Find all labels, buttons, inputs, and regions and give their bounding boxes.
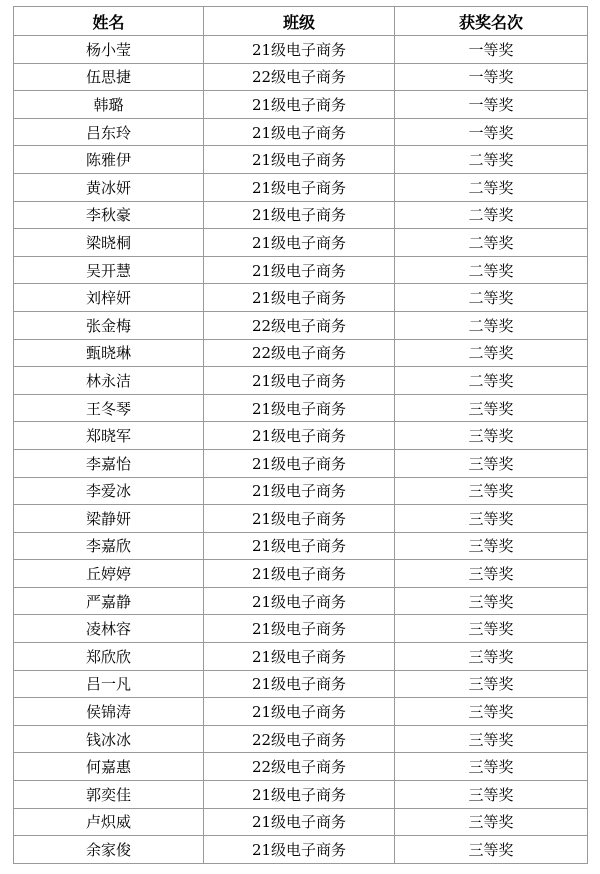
cell-class: 21级电子商务 bbox=[204, 91, 395, 119]
cell-class: 21级电子商务 bbox=[204, 560, 395, 588]
table-row bbox=[14, 118, 588, 146]
cell-class: 21级电子商务 bbox=[204, 173, 395, 201]
cell-class: 21级电子商务 bbox=[204, 229, 395, 257]
cell-name: 郭奕佳 bbox=[14, 781, 204, 809]
cell-name: 凌林容 bbox=[14, 615, 204, 643]
cell-class: 22级电子商务 bbox=[204, 339, 395, 367]
table-row bbox=[14, 808, 588, 836]
cell-class: 21级电子商务 bbox=[204, 477, 395, 505]
table-header bbox=[14, 7, 588, 36]
cell-award: 二等奖 bbox=[395, 256, 588, 284]
cell-award: 三等奖 bbox=[395, 394, 588, 422]
cell-class: 21级电子商务 bbox=[204, 367, 395, 395]
cell-award: 三等奖 bbox=[395, 670, 588, 698]
cell-class: 22级电子商务 bbox=[204, 725, 395, 753]
table-row bbox=[14, 201, 588, 229]
cell-name: 李嘉怡 bbox=[14, 449, 204, 477]
cell-class: 21级电子商务 bbox=[204, 532, 395, 560]
cell-name: 张金梅 bbox=[14, 311, 204, 339]
cell-class: 21级电子商务 bbox=[204, 615, 395, 643]
cell-name: 严嘉静 bbox=[14, 587, 204, 615]
cell-class: 22级电子商务 bbox=[204, 753, 395, 781]
table-row bbox=[14, 698, 588, 726]
cell-name: 王冬琴 bbox=[14, 394, 204, 422]
cell-award: 一等奖 bbox=[395, 91, 588, 119]
cell-class: 21级电子商务 bbox=[204, 643, 395, 671]
header-row bbox=[14, 7, 588, 36]
cell-award: 一等奖 bbox=[395, 118, 588, 146]
cell-award: 二等奖 bbox=[395, 367, 588, 395]
cell-award: 三等奖 bbox=[395, 477, 588, 505]
cell-class: 21级电子商务 bbox=[204, 505, 395, 533]
table-row bbox=[14, 311, 588, 339]
cell-award: 三等奖 bbox=[395, 643, 588, 671]
table-row bbox=[14, 836, 588, 864]
cell-award: 三等奖 bbox=[395, 725, 588, 753]
cell-name: 李爱冰 bbox=[14, 477, 204, 505]
cell-class: 21级电子商务 bbox=[204, 422, 395, 450]
header-award: 获奖名次 bbox=[395, 7, 588, 36]
table-row bbox=[14, 173, 588, 201]
table-row bbox=[14, 587, 588, 615]
cell-class: 21级电子商务 bbox=[204, 394, 395, 422]
table-row bbox=[14, 781, 588, 809]
table-row bbox=[14, 532, 588, 560]
table-row bbox=[14, 615, 588, 643]
cell-award: 二等奖 bbox=[395, 229, 588, 257]
table-row bbox=[14, 505, 588, 533]
table-row bbox=[14, 36, 588, 64]
cell-award: 三等奖 bbox=[395, 781, 588, 809]
table-row bbox=[14, 449, 588, 477]
cell-name: 何嘉惠 bbox=[14, 753, 204, 781]
cell-name: 吕东玲 bbox=[14, 118, 204, 146]
cell-award: 三等奖 bbox=[395, 560, 588, 588]
cell-award: 二等奖 bbox=[395, 201, 588, 229]
cell-name: 吴开慧 bbox=[14, 256, 204, 284]
cell-award: 一等奖 bbox=[395, 63, 588, 91]
table-row bbox=[14, 643, 588, 671]
table-row bbox=[14, 477, 588, 505]
cell-name: 李秋豪 bbox=[14, 201, 204, 229]
cell-class: 22级电子商务 bbox=[204, 63, 395, 91]
cell-name: 丘婷婷 bbox=[14, 560, 204, 588]
cell-award: 二等奖 bbox=[395, 146, 588, 174]
cell-award: 三等奖 bbox=[395, 753, 588, 781]
cell-award: 二等奖 bbox=[395, 284, 588, 312]
award-list-table bbox=[13, 6, 588, 864]
cell-award: 二等奖 bbox=[395, 339, 588, 367]
cell-name: 余家俊 bbox=[14, 836, 204, 864]
cell-award: 三等奖 bbox=[395, 615, 588, 643]
header-class: 班级 bbox=[204, 7, 395, 36]
cell-class: 21级电子商务 bbox=[204, 836, 395, 864]
cell-class: 21级电子商务 bbox=[204, 118, 395, 146]
cell-award: 三等奖 bbox=[395, 422, 588, 450]
cell-name: 杨小莹 bbox=[14, 36, 204, 64]
cell-name: 黄冰妍 bbox=[14, 173, 204, 201]
cell-class: 21级电子商务 bbox=[204, 256, 395, 284]
cell-name: 郑欣欣 bbox=[14, 643, 204, 671]
cell-name: 吕一凡 bbox=[14, 670, 204, 698]
cell-award: 三等奖 bbox=[395, 836, 588, 864]
cell-class: 21级电子商务 bbox=[204, 781, 395, 809]
cell-award: 三等奖 bbox=[395, 532, 588, 560]
table-row bbox=[14, 725, 588, 753]
table-row bbox=[14, 367, 588, 395]
cell-class: 21级电子商务 bbox=[204, 587, 395, 615]
header-name: 姓名 bbox=[14, 7, 204, 36]
cell-name: 侯锦涛 bbox=[14, 698, 204, 726]
cell-class: 21级电子商务 bbox=[204, 201, 395, 229]
cell-class: 21级电子商务 bbox=[204, 449, 395, 477]
table-row bbox=[14, 422, 588, 450]
table-row bbox=[14, 229, 588, 257]
cell-award: 二等奖 bbox=[395, 311, 588, 339]
cell-name: 钱冰冰 bbox=[14, 725, 204, 753]
cell-name: 卢炽威 bbox=[14, 808, 204, 836]
table-row bbox=[14, 63, 588, 91]
cell-name: 陈雅伊 bbox=[14, 146, 204, 174]
table-row bbox=[14, 753, 588, 781]
cell-class: 21级电子商务 bbox=[204, 670, 395, 698]
cell-name: 梁静妍 bbox=[14, 505, 204, 533]
table-row bbox=[14, 670, 588, 698]
cell-class: 21级电子商务 bbox=[204, 36, 395, 64]
table-row bbox=[14, 91, 588, 119]
cell-award: 三等奖 bbox=[395, 505, 588, 533]
table-row bbox=[14, 394, 588, 422]
table-row bbox=[14, 146, 588, 174]
table-row bbox=[14, 560, 588, 588]
table-body bbox=[14, 36, 588, 864]
cell-class: 21级电子商务 bbox=[204, 146, 395, 174]
cell-name: 韩璐 bbox=[14, 91, 204, 119]
cell-name: 李嘉欣 bbox=[14, 532, 204, 560]
cell-class: 22级电子商务 bbox=[204, 311, 395, 339]
cell-name: 甄晓琳 bbox=[14, 339, 204, 367]
cell-name: 伍思捷 bbox=[14, 63, 204, 91]
cell-award: 二等奖 bbox=[395, 173, 588, 201]
cell-class: 21级电子商务 bbox=[204, 698, 395, 726]
cell-name: 梁晓桐 bbox=[14, 229, 204, 257]
cell-award: 三等奖 bbox=[395, 449, 588, 477]
cell-name: 刘梓妍 bbox=[14, 284, 204, 312]
table-row bbox=[14, 339, 588, 367]
cell-name: 郑晓军 bbox=[14, 422, 204, 450]
table-row bbox=[14, 256, 588, 284]
table-row bbox=[14, 284, 588, 312]
cell-award: 三等奖 bbox=[395, 698, 588, 726]
cell-name: 林永洁 bbox=[14, 367, 204, 395]
cell-class: 21级电子商务 bbox=[204, 284, 395, 312]
cell-award: 一等奖 bbox=[395, 36, 588, 64]
cell-award: 三等奖 bbox=[395, 808, 588, 836]
cell-class: 21级电子商务 bbox=[204, 808, 395, 836]
cell-award: 三等奖 bbox=[395, 587, 588, 615]
